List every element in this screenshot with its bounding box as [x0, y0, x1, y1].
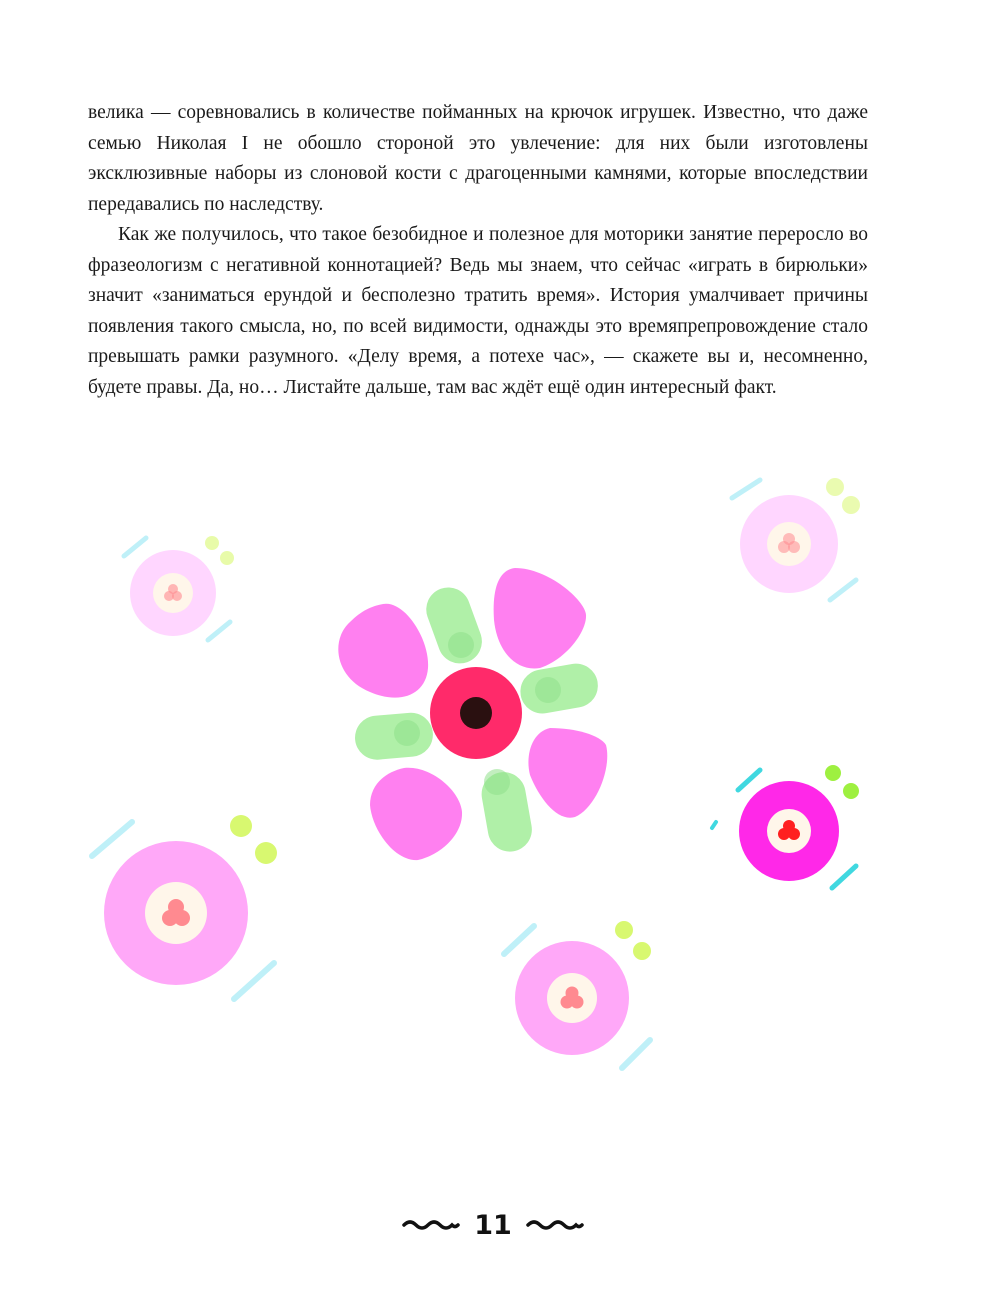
flower-illustration-icon	[0, 460, 986, 1120]
page-number: 11	[474, 1209, 512, 1241]
body-text	[88, 98, 868, 403]
central-flower-icon	[338, 568, 607, 860]
button-right-magenta-icon	[712, 765, 859, 888]
paragraph-1: велика — соревновались в количестве пойманных на крючок игрушек. Известно, что даже семью Николая I не обошло стороной это увлечение: для них были изготовлены эксклюзивные наборы из слоновой кости с драгоценными камнями, которые впоследствии передавались по наследству.	[88, 102, 868, 215]
button-top-left-icon	[124, 536, 234, 640]
button-top-right-icon	[732, 478, 860, 600]
paragraph-2: Как же получилось, что такое безобидное и полезное для моторики занятие переросло во фразеологизм с негативной коннотацией? Ведь мы знаем, что сейчас «играть в бирюльки» значит «заниматься ерундой и бесполезно тратить время». История умалчивает причины появления такого смысла, но, по всей видимости, однажды это времяпрепровождение стало превышать рамки разумного. «Делу время, а потехе час», — скажете вы и, несомненно, будете правы. Да, но… Листайте дальше, там вас ждёт ещё один интересный факт.	[88, 224, 868, 398]
wave-ornament-icon	[402, 1216, 460, 1234]
button-bottom-left-icon	[92, 815, 277, 999]
wave-ornament-icon	[526, 1216, 584, 1234]
button-bottom-center-icon	[504, 921, 651, 1068]
page-footer	[0, 1200, 986, 1250]
